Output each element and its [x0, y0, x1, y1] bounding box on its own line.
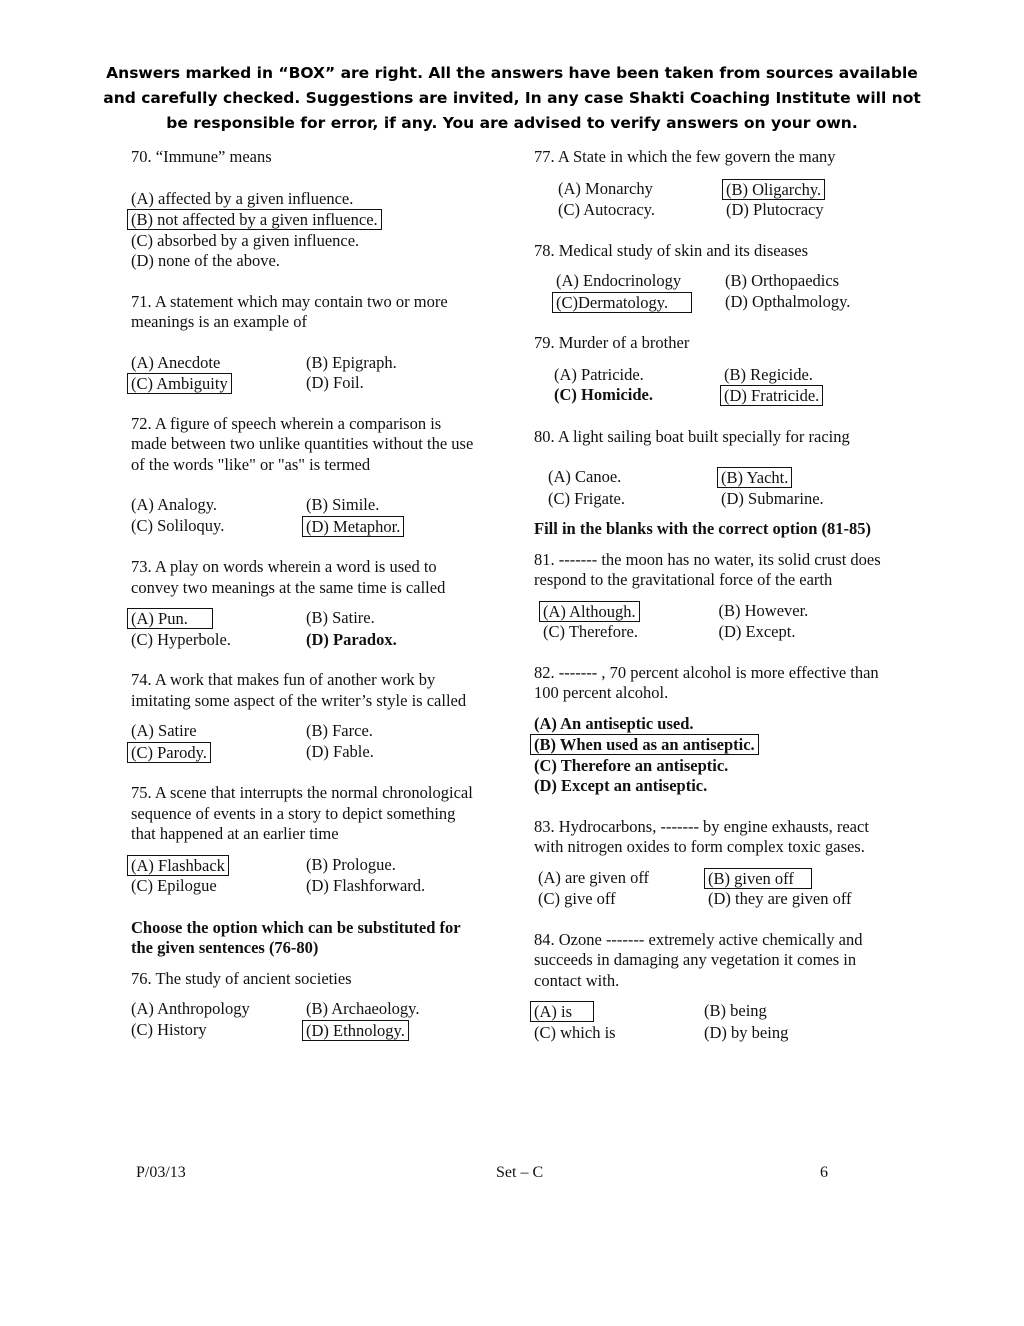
option-b: (B) Prologue. [306, 854, 396, 874]
option-c: (C) give off [538, 889, 616, 908]
question-79 [534, 333, 894, 407]
option-d: (D) Paradox. [306, 629, 397, 649]
question-70 [131, 147, 481, 272]
question-73 [131, 557, 481, 650]
option-d-correct: (D) Ethnology. [302, 1020, 409, 1041]
question-74 [131, 670, 481, 763]
option-b-correct: (B) not affected by a given influence. [127, 209, 382, 230]
option-c: (C) Homicide. [554, 385, 653, 404]
option-b-correct: (B) Oligarchy. [722, 179, 825, 200]
question-text: 81. ------- the moon has no water, its solid crust does respond to the gravitational force of the earth [534, 549, 881, 589]
footer-page-number: 6 [820, 1164, 828, 1181]
question-81 [534, 550, 894, 643]
question-84 [534, 930, 894, 1044]
option-b: (B) However. [718, 600, 809, 620]
question-text: 71. A statement which may contain two or more meanings is an example of [131, 291, 448, 331]
option-c: (C) Autocracy. [558, 200, 655, 219]
question-text: 78. Medical study of skin and its diseases [534, 240, 809, 260]
option-c: (C) Soliloquy. [131, 515, 225, 535]
option-d: (D) Flashforward. [306, 876, 426, 895]
option-b-correct: (B) Yacht. [717, 467, 792, 488]
question-text: 76. The study of ancient societies [131, 968, 352, 988]
answer-key-notice: Answers marked in “BOX” are right. All the answers have been taken from sources available and carefully checked. Suggestions are invited, In any case Shakti Coaching Institute will not be responsible for error, if any. You are advised to verify answers on your own. [103, 64, 921, 132]
question-80 [534, 427, 894, 510]
option-a: (A) Patricide. [554, 364, 644, 384]
question-text: 83. Hydrocarbons, ------- by engine exhausts, react with nitrogen oxides to form complex toxic gases. [534, 816, 869, 856]
option-d: (D) they are given off [708, 889, 852, 908]
question-77 [534, 147, 894, 221]
option-d: (D) Except. [718, 622, 796, 641]
question-82 [534, 663, 894, 797]
section-heading-fill-blanks: Fill in the blanks with the correct option (81-85) [534, 519, 872, 538]
option-a-correct: (A) is [530, 1001, 594, 1022]
question-text: 70. “Immune” means [131, 147, 272, 166]
option-d: (D) Foil. [306, 373, 364, 392]
section-heading-substitution: Choose the option which can be substituted for the given sentences (76-80) [131, 917, 461, 957]
option-a: (A) Anthropology [131, 999, 250, 1018]
question-text: 82. ------- , 70 percent alcohol is more effective than 100 percent alcohol. [534, 662, 879, 702]
option-a: (A) Satire [131, 721, 197, 740]
option-c-correct: (C)Dermatology. [552, 292, 692, 313]
option-b-correct: (B) given off [704, 868, 812, 889]
option-a: (A) An antiseptic used. [534, 713, 694, 733]
option-b: (B) Satire. [306, 608, 375, 627]
question-83 [534, 817, 894, 910]
question-75 [131, 783, 481, 897]
option-a-correct: (A) Although. [539, 601, 640, 622]
option-a: (A) Anecdote [131, 352, 221, 372]
option-d: (D) none of the above. [131, 251, 280, 270]
option-b-correct: (B) When used as an antiseptic. [530, 734, 759, 755]
option-c: (C) Hyperbole. [131, 629, 231, 649]
question-text: 77. A State in which the few govern the many [534, 147, 836, 166]
question-text: 79. Murder of a brother [534, 333, 690, 352]
question-72 [131, 414, 481, 538]
question-text: 74. A work that makes fun of another work by imitating some aspect of the writer’s style is called [131, 670, 467, 710]
option-a: (A) Canoe. [548, 467, 622, 486]
question-text: 73. A play on words wherein a word is used to convey two meanings at the same time is called [131, 557, 446, 597]
option-b: (B) Orthopaedics [725, 271, 840, 290]
option-c: (C) absorbed by a given influence. [131, 230, 360, 250]
option-c: (C) History [131, 1019, 207, 1039]
option-c: (C) Epilogue [131, 876, 217, 895]
option-a-correct: (A) Flashback [127, 855, 229, 876]
option-c-correct: (C) Ambiguity [127, 373, 232, 394]
option-b: (B) being [704, 1001, 767, 1020]
option-c: (C) Therefore an antiseptic. [534, 755, 729, 775]
question-76 [131, 969, 481, 1042]
question-71 [131, 292, 481, 395]
option-a: (A) Endocrinology [556, 271, 682, 290]
option-a: (A) Monarchy [558, 178, 653, 198]
option-b: (B) Simile. [306, 495, 380, 514]
option-d: (D) Fable. [306, 741, 374, 761]
question-text: 84. Ozone ------- extremely active chemically and succeeds in damaging any vegetation it comes in contact with. [534, 929, 863, 990]
option-d: (D) Plutocracy [726, 200, 824, 219]
question-text: 75. A scene that interrupts the normal chronological sequence of events in a story to depict something that happened at an earlier time [131, 783, 473, 843]
option-d: (D) Opthalmology. [725, 291, 851, 311]
option-a: (A) affected by a given influence. [131, 188, 354, 208]
option-c: (C) Therefore. [543, 622, 638, 641]
question-78 [534, 241, 894, 314]
option-d: (D) Submarine. [721, 488, 824, 508]
footer-paper-code: P/03/13 [136, 1164, 186, 1181]
question-text: 72. A figure of speech wherein a comparison is made between two unlike quantities without the use of the words "like" or "as" is termed [131, 413, 474, 474]
option-d: (D) Except an antiseptic. [534, 776, 708, 795]
footer-set: Set – C [496, 1164, 544, 1181]
option-b: (B) Regicide. [724, 364, 813, 384]
option-d: (D) by being [704, 1022, 789, 1042]
option-b: (B) Epigraph. [306, 352, 397, 372]
option-a-correct: (A) Pun. [127, 608, 213, 629]
option-a: (A) are given off [538, 867, 650, 887]
option-c-correct: (C) Parody. [127, 742, 211, 763]
option-d-correct: (D) Metaphor. [302, 516, 404, 537]
option-c: (C) Frigate. [548, 488, 625, 508]
option-b: (B) Archaeology. [306, 999, 420, 1018]
option-b: (B) Farce. [306, 721, 373, 740]
option-a: (A) Analogy. [131, 495, 217, 514]
question-text: 80. A light sailing boat built specially for racing [534, 426, 850, 446]
right-column [534, 147, 894, 1043]
option-c: (C) which is [534, 1022, 616, 1042]
left-column [131, 147, 481, 1041]
option-d-correct: (D) Fratricide. [720, 385, 823, 406]
